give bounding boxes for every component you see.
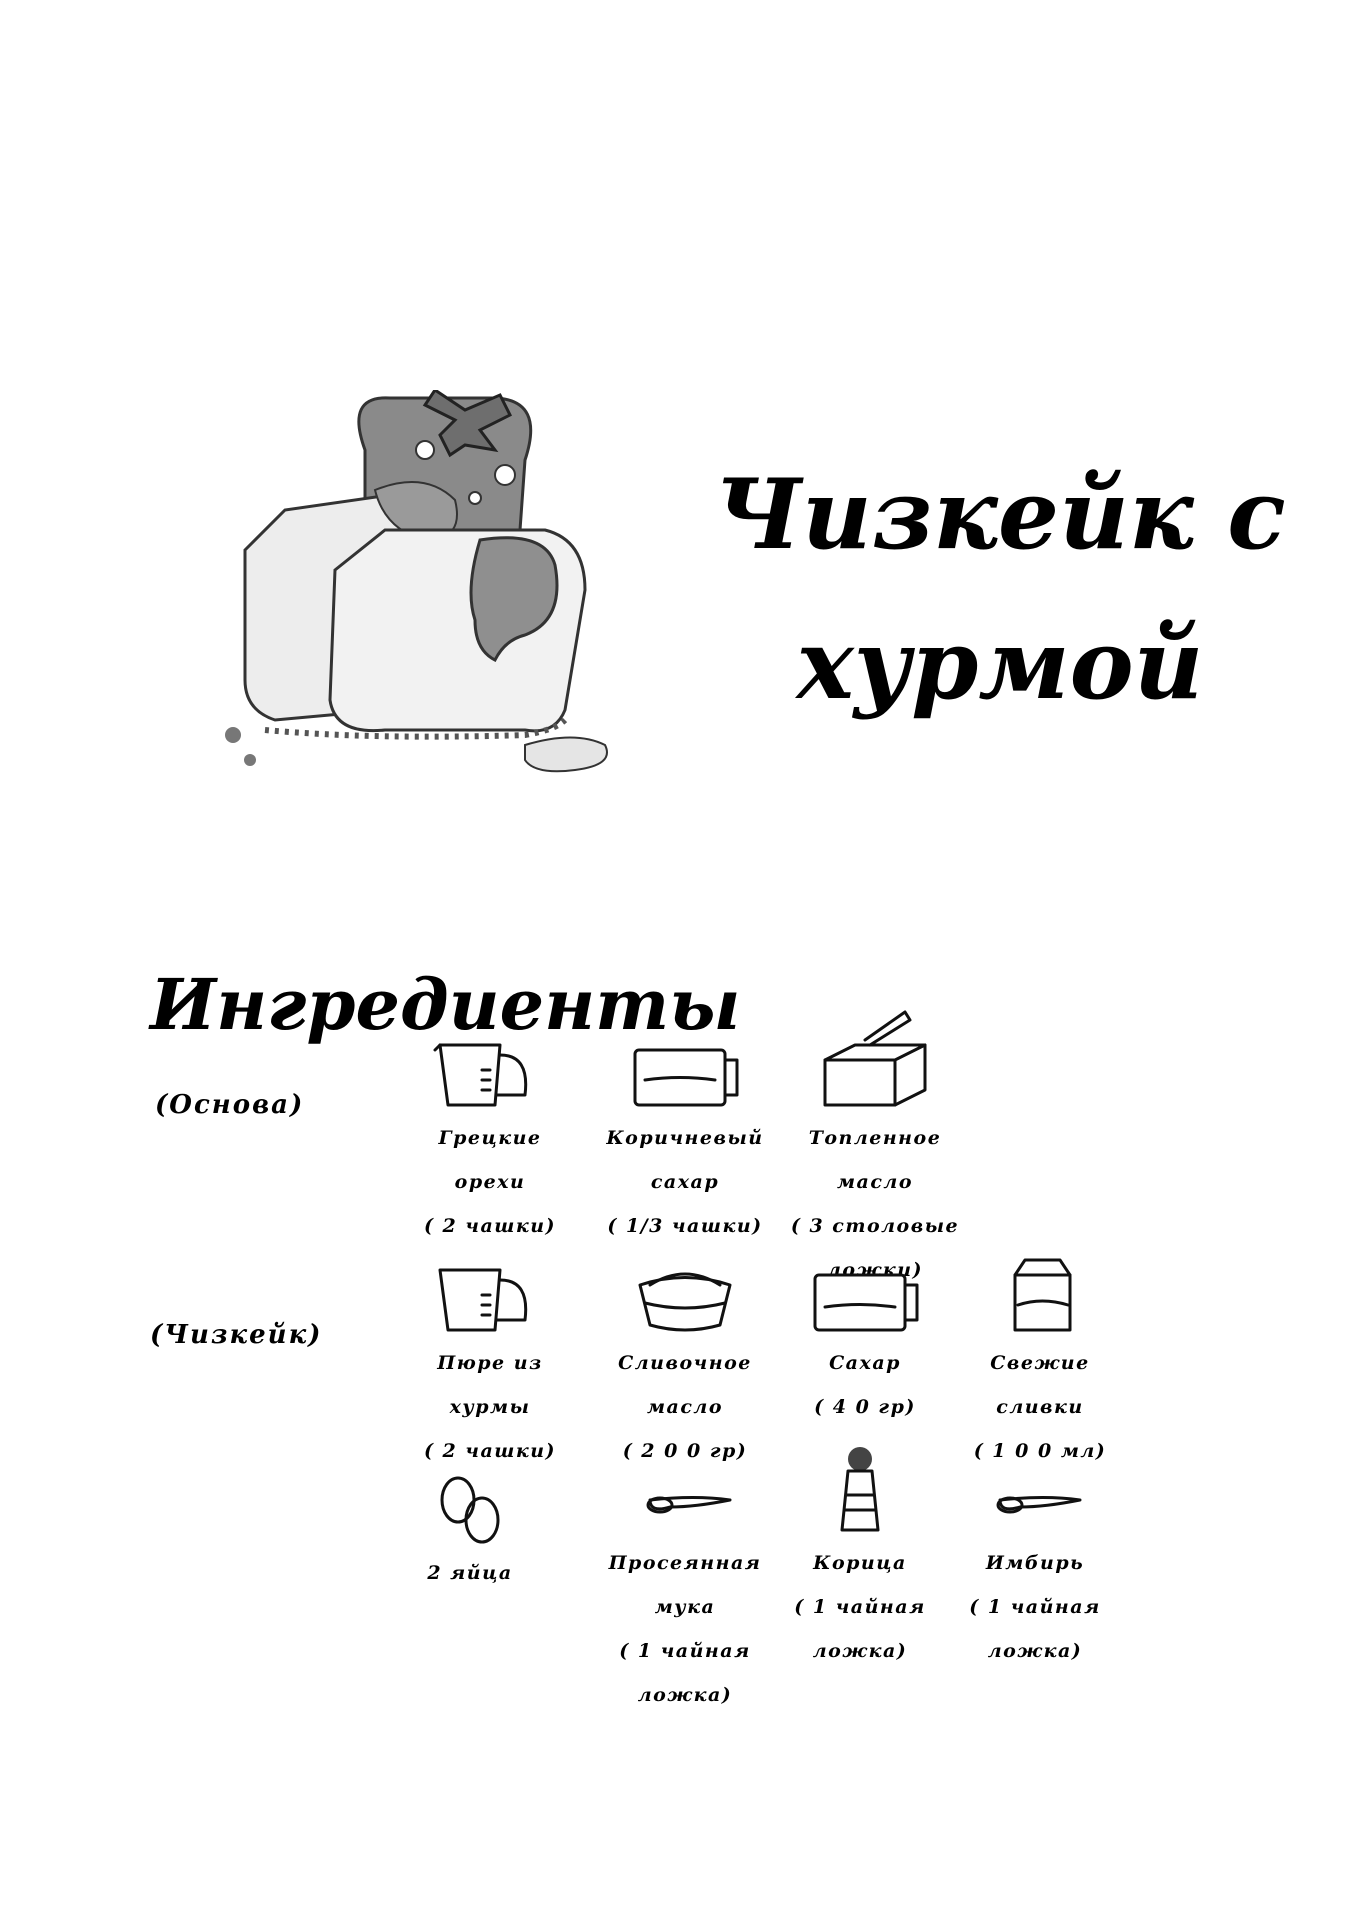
glass-container-icon <box>625 1040 745 1110</box>
recipe-title-line-1: Чизкейк с <box>714 458 1286 571</box>
ingredient-cream-cheese <box>585 1265 785 1473</box>
butter-block-icon <box>810 1000 940 1110</box>
measuring-spoon-icon <box>975 1485 1095 1535</box>
recipe-title-line-2: хурмой <box>796 608 1204 721</box>
ingredient-caption: 2 яйца <box>427 1562 513 1584</box>
ingredient-brown-sugar <box>585 1040 785 1248</box>
ingredient-persimmon-puree <box>390 1265 590 1473</box>
ingredient-eggs <box>370 1475 570 1595</box>
ingredient-fresh-cream <box>940 1255 1140 1473</box>
ingredient-caption: Просеянная мука ( 1 чайная ложка) <box>608 1552 762 1706</box>
section-label-base: (Основа) <box>155 1090 305 1120</box>
ingredient-caption: Сахар ( 4 0 гр) <box>814 1352 916 1418</box>
cheesecake-persimmon-illustration <box>225 390 685 790</box>
cream-cheese-bowl-icon <box>625 1265 745 1335</box>
measuring-cup-icon <box>430 1265 550 1335</box>
recipe-title <box>700 440 1300 740</box>
ingredient-caption: Имбирь ( 1 чайная ложка) <box>969 1552 1101 1662</box>
ingredient-caption: Коричневый сахар ( 1/3 чашки) <box>606 1127 764 1237</box>
ingredients-heading: Ингредиенты <box>150 963 741 1046</box>
ingredient-caption: Пюре из хурмы ( 2 чашки) <box>423 1352 557 1462</box>
spice-shaker-icon <box>800 1445 920 1535</box>
ingredient-sifted-flour <box>585 1485 785 1717</box>
section-label-cheesecake: (Чизкейк) <box>150 1320 323 1350</box>
ingredient-ghee <box>775 1000 975 1292</box>
eggs-icon <box>410 1475 530 1545</box>
measuring-spoon-icon <box>625 1485 745 1535</box>
ingredient-ginger <box>935 1485 1135 1673</box>
ingredient-walnuts <box>390 1040 590 1248</box>
ingredient-caption: Топленное масло ( 3 столовые ложки) <box>790 1127 960 1281</box>
glass-container-icon <box>805 1265 925 1335</box>
ingredient-cinnamon <box>760 1445 960 1673</box>
ingredient-sugar <box>765 1265 965 1429</box>
ingredient-caption: Корица ( 1 чайная ложка) <box>794 1552 926 1662</box>
ingredient-caption: Сливочное масло ( 2 0 0 гр) <box>618 1352 752 1462</box>
measuring-cup-icon <box>430 1040 550 1110</box>
ingredient-caption: Свежие сливки ( 1 0 0 мл) <box>973 1352 1107 1462</box>
ingredient-caption: Грецкие орехи ( 2 чашки) <box>423 1127 557 1237</box>
milk-carton-icon <box>980 1255 1100 1335</box>
